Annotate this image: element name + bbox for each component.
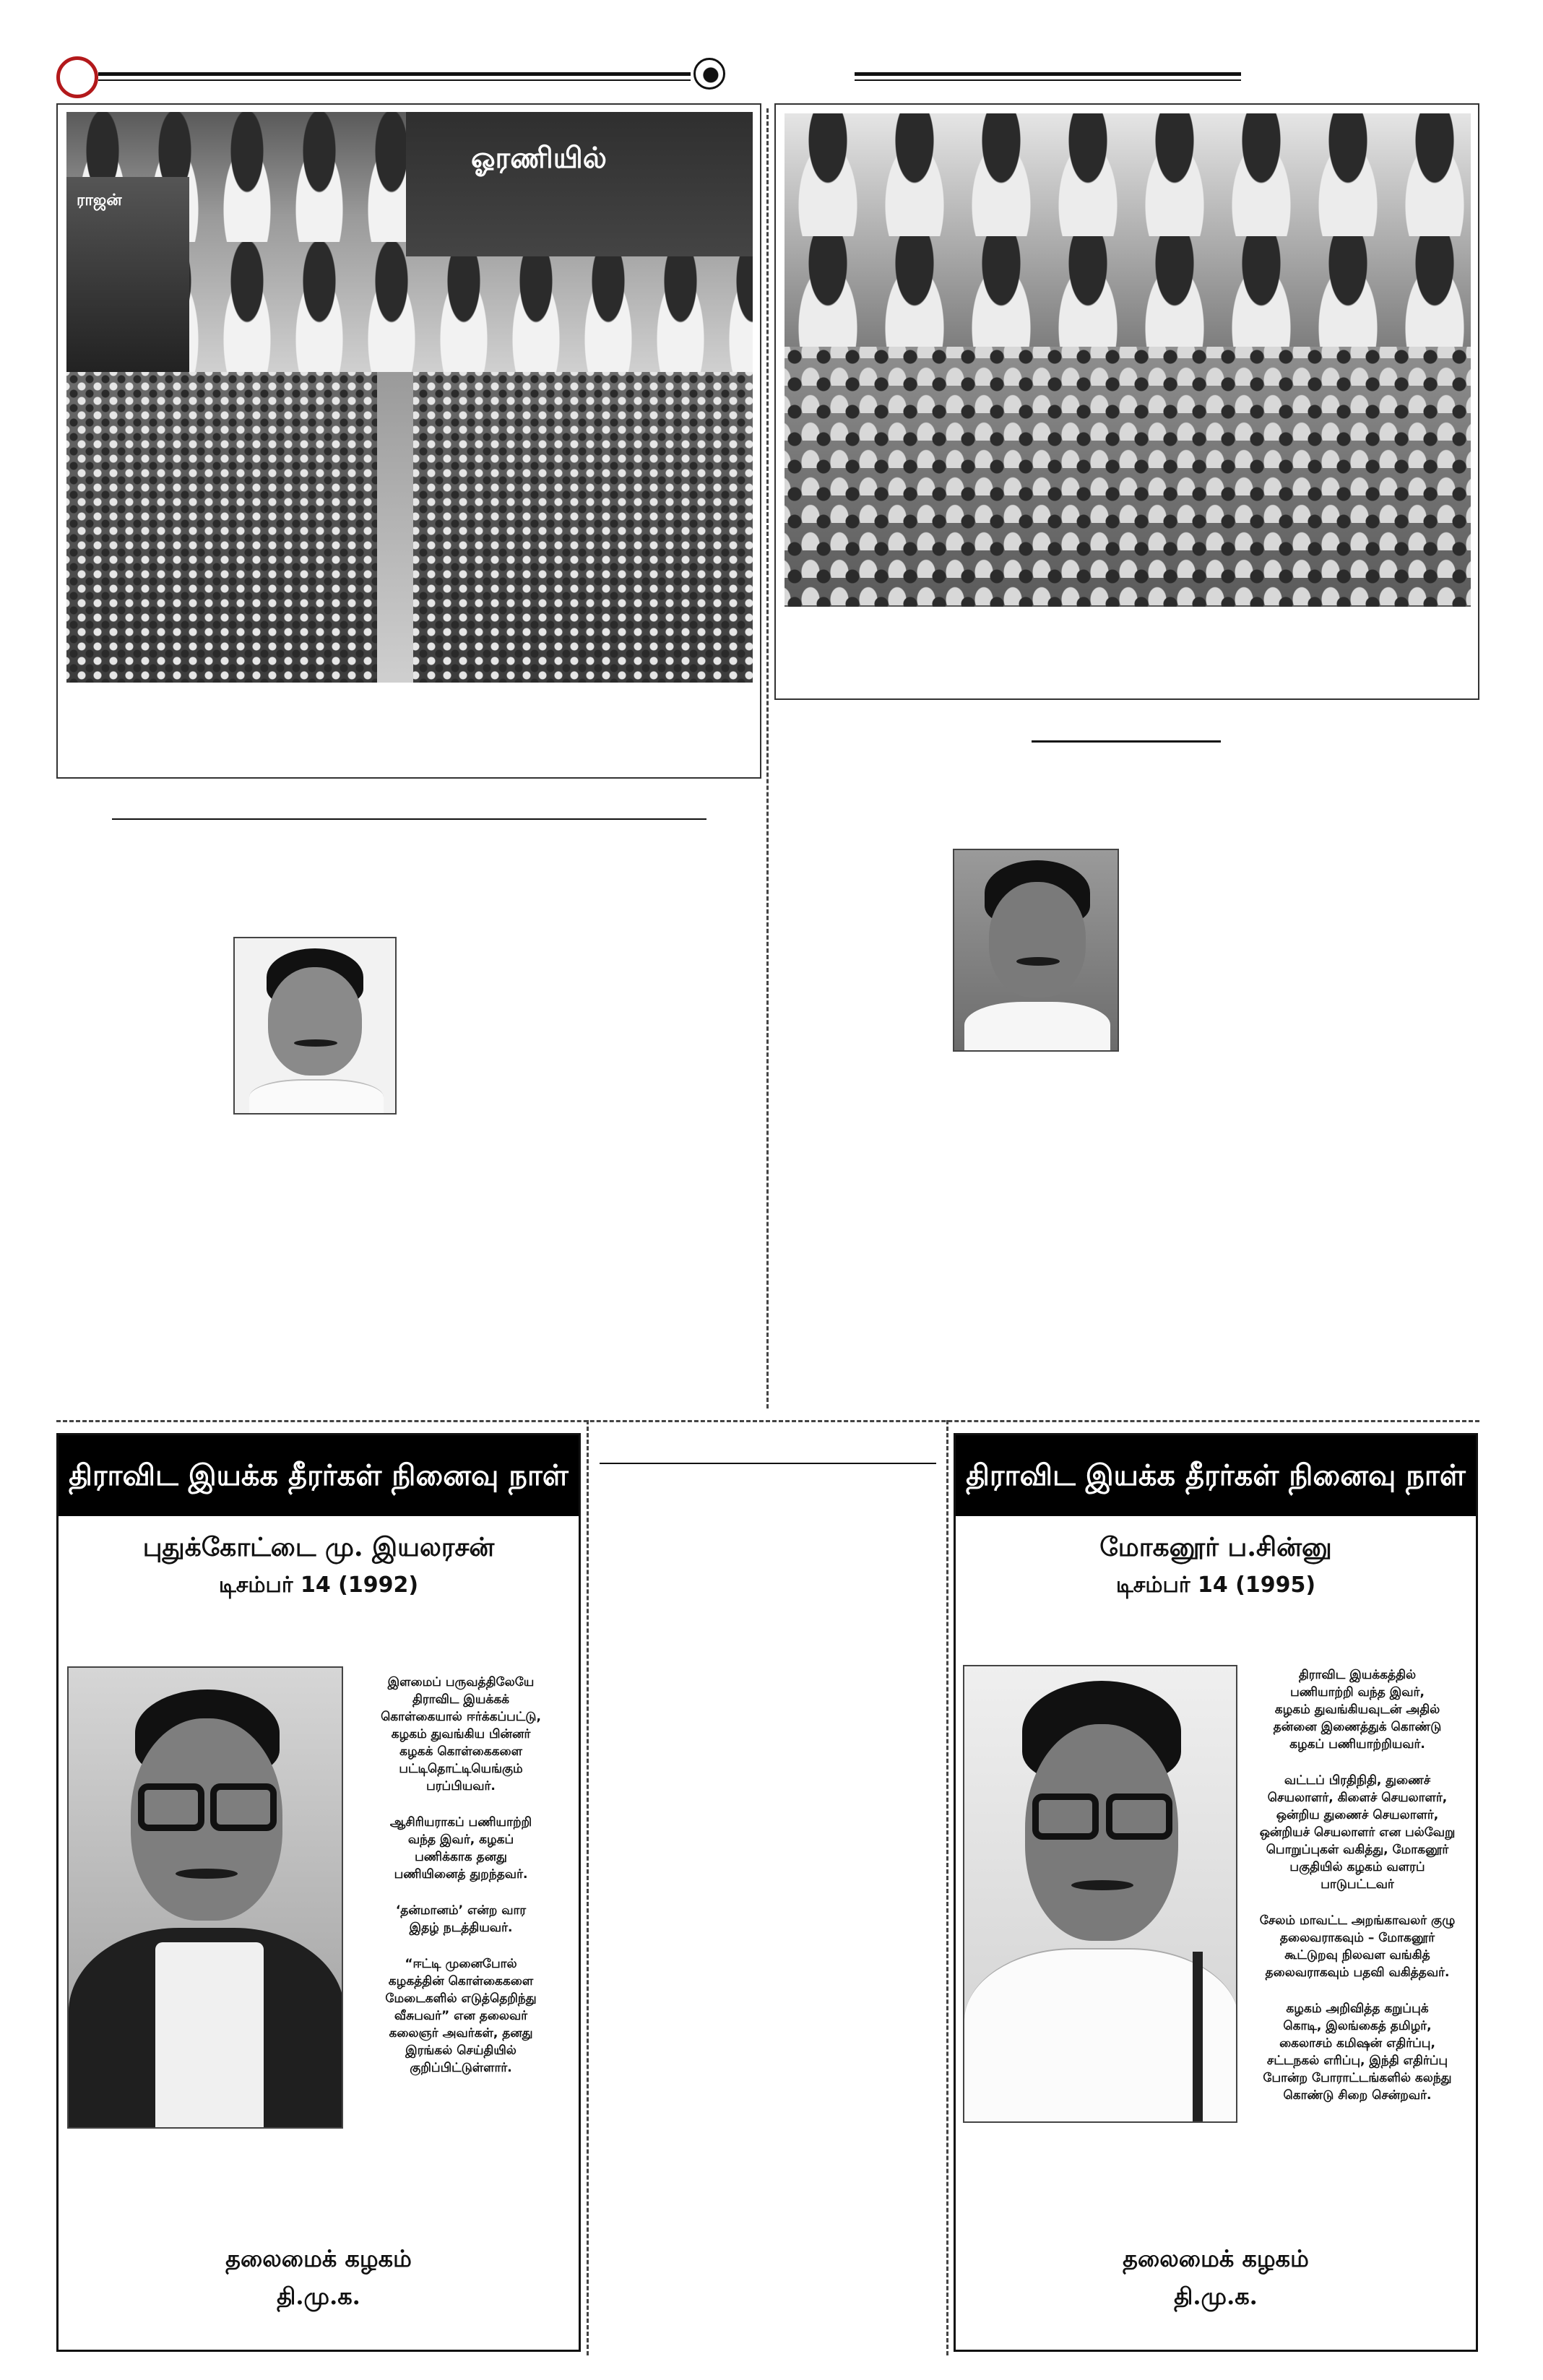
portrait-moustache: [1071, 1880, 1133, 1890]
portrait-shirt: [249, 1079, 384, 1115]
leader-portrait-right: [953, 849, 1119, 1052]
memorial-notice-chinnu: [954, 1433, 1478, 2352]
portrait-moustache: [176, 1869, 238, 1879]
portrait-shirt: [155, 1942, 264, 2129]
portrait-face: [989, 882, 1086, 998]
portrait-shirt: [964, 1002, 1110, 1052]
glasses-icon: [1032, 1793, 1099, 1840]
memorial-banner: திராவிட இயக்க தீரர்கள் நினைவு நாள்: [59, 1435, 579, 1516]
middle-column-rule: [600, 1463, 936, 1464]
bio-paragraph: ஆசிரியராகப் பணியாற்றி வந்த இவர், கழகப் பணிக்காக தனது பணியினைத் துறந்தவர்.: [389, 1815, 532, 1882]
header-rule-left-thin: [98, 79, 691, 81]
portrait-strap: [1193, 1952, 1203, 2123]
glasses-icon: [1106, 1793, 1172, 1840]
portrait-moustache: [294, 1039, 337, 1047]
memorial-date: டிசம்பர் 14 (1992): [218, 1572, 419, 1598]
left-event-photo-panel: [56, 103, 761, 779]
bio-paragraph: திராவிட இயக்கத்தில் பணியாற்றி வந்த இவர், கழகம் துவங்கியவுடன் அதில் தன்னை இணைத்துக் கொண்டு கழகப் பணியாற்றியவர்.: [1273, 1668, 1442, 1752]
rally-crowd-photo: [66, 372, 753, 683]
podium-label: ராஜன்: [77, 191, 122, 209]
glasses-icon: [138, 1783, 204, 1831]
stage-speech-photo: [66, 112, 753, 372]
bio-paragraph: ‘தன்மானம்’ என்ற வார இதழ் நடத்தியவர்.: [395, 1903, 527, 1935]
bio-paragraph: கழகம் அறிவித்த கறுப்புக் கொடி, இலங்கைத் தமிழர், கைலாசம் கமிஷன் எதிர்ப்பு, சட்டநகல் எரிப்பு, இந்தி எதிர்ப்பு போன்ற போராட்டங்களில் கலந்து கொண்டு சிறை சென்றவர்.: [1263, 2002, 1452, 2103]
bio-paragraph: இளமைப் பருவத்திலேயே திராவிட இயக்கக் கொள்கையால் ஈர்க்கப்பட்டு, கழகம் துவங்கிய பின்னர் கழகக் கொள்கைகளை பட்டிதொட்டியெங்கும் பரப்பியவர்.: [381, 1675, 541, 1793]
crowd-aisle: [377, 372, 413, 683]
memorial-date: டிசம்பர் 14 (1995): [1115, 1572, 1316, 1598]
column-separator-bottom-left: [587, 1420, 589, 2355]
welfare-distribution-photo: [785, 113, 1471, 355]
portrait-face: [268, 967, 362, 1076]
memorial-bio: [346, 1674, 576, 2095]
column-separator-bottom-right: [946, 1420, 948, 2355]
column-separator-top: [766, 108, 769, 1408]
glasses-icon: [210, 1783, 277, 1831]
bio-paragraph: “ஈட்டி முனைபோல் கழகத்தின் கொள்கைகளை மேடைகளில் எடுத்தெறிந்து வீசுபவர்” என தலைவர் கலைஞர் அவர்கள், தனது இரங்கல் செய்தியில் குறிப்பிட்டுள்ளார்.: [385, 1957, 537, 2075]
bio-paragraph: சேலம் மாவட்ட அறங்காவலர் குழு தலைவராகவும் – மோகனூர் கூட்டுறவு நிலவள வங்கித் தலைவராகவும் பதவி வகித்தவர்.: [1259, 1913, 1456, 1980]
memorial-portrait: [963, 1665, 1237, 2123]
memorial-signature: தலைமைக் கழகம் தி.மு.க.: [1123, 2245, 1309, 2310]
stage-banner: [406, 112, 753, 256]
women-audience-photo: [785, 347, 1471, 607]
portrait-moustache: [1016, 957, 1060, 966]
page-marker-circle: [56, 56, 98, 98]
leader-portrait-left: [233, 937, 397, 1115]
row-separator: [56, 1420, 1479, 1422]
section-rule-left: [112, 818, 706, 820]
header-rule-left: [98, 72, 691, 76]
memorial-signature: தலைமைக் கழகம் தி.மு.க.: [225, 2245, 412, 2310]
right-event-photo-panel: [774, 103, 1479, 700]
header-rule-right: [855, 72, 1241, 76]
memorial-bio: [1242, 1666, 1473, 2123]
rising-sun-emblem-icon: [693, 58, 725, 90]
memorial-notice-iyalarasan: [56, 1433, 581, 2352]
header-rule-right-thin: [855, 79, 1241, 81]
bio-paragraph: வட்டப் பிரதிநிதி, துணைச் செயலாளர், கிளைச் செயலாளர், ஒன்றிய துணைச் செயலாளர், ஒன்றியச் செயலாளர் என பல்வேறு பொறுப்புகள் வகித்து, மோகனூர் பகுதியில் கழகம் வளரப் பாடுபட்டவர்: [1259, 1773, 1456, 1892]
memorial-portrait: [67, 1666, 343, 2129]
memorial-name: புதுக்கோட்டை மு. இயலரசன்: [142, 1532, 495, 1562]
memorial-banner: திராவிட இயக்க தீரர்கள் நினைவு நாள்: [956, 1435, 1476, 1516]
stage-banner-text: ஓரணியில்: [471, 141, 607, 175]
section-rule-right: [1032, 740, 1221, 743]
memorial-name: மோகனூர் ப.சின்னு: [1099, 1532, 1332, 1562]
